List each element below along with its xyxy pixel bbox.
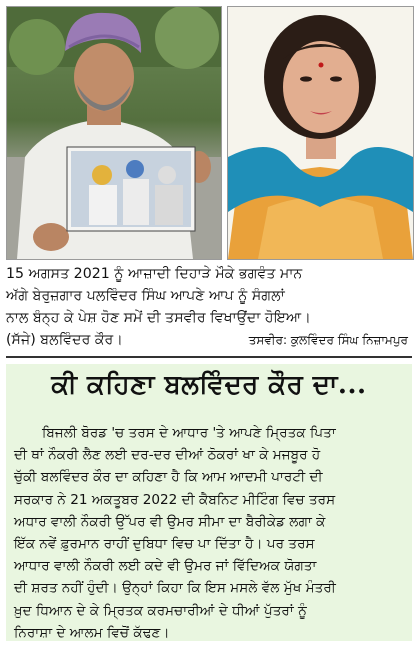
story-line: ਦੀ ਸ਼ਰਤ ਨਹੀਂ ਹੁੰਦੀ। ਉਨ੍ਹਾਂ ਕਿਹਾ ਕਿ ਇਸ ਮਸਲੇ ਵੱਲ ਮੁੱਖ ਮੰਤਰੀ	[14, 580, 336, 597]
photo-credit: ਤਸਵੀਰ: ਕੁਲਵਿੰਦਰ ਸਿੰਘ ਨਿਜ਼ਾਮਪੁਰ	[248, 333, 408, 347]
caption-subject-label: (ਸੱਜੇ) ਬਲਵਿੰਦਰ ਕੌਰ।	[6, 332, 123, 348]
story-line: ਆਧਾਰ ਵਾਲੀ ਨੌਕਰੀ ਲਈ ਕਦੇ ਵੀ ਉਮਰ ਜਾਂ ਵਿੱਦਿਅਕ ਯੋਗਤਾ	[14, 558, 317, 575]
caption-line: 15 ਅਗਸਤ 2021 ਨੂੰ ਆਜ਼ਾਦੀ ਦਿਹਾੜੇ ਮੌਕੇ ਭਗਵੰਤ ਮਾਨ	[6, 266, 303, 282]
story-line: ਨਿਰਾਸ਼ਾ ਦੇ ਆਲਮ ਵਿਚੋਂ ਕੱਢਣ।	[14, 624, 170, 641]
section-divider	[6, 356, 412, 358]
story-line: ਖ਼ੁਦ ਧਿਆਨ ਦੇ ਕੇ ਮ੍ਰਿਤਕ ਕਰਮਚਾਰੀਆਂ ਦੇ ਧੀਆਂ ਪੁੱਤਰਾਂ ਨੂੰ	[14, 602, 307, 619]
caption-line: ਨਾਲ ਬੰਨ੍ਹ ਕੇ ਪੇਸ਼ ਹੋਣ ਸਮੇਂ ਦੀ ਤਸਵੀਰ ਵਿਖਾਉਂਦਾ ਹੋਇਆ।	[6, 310, 311, 326]
story-line: ਚੁੱਕੀ ਬਲਵਿੰਦਰ ਕੌਰ ਦਾ ਕਹਿਣਾ ਹੈ ਕਿ ਆਮ ਆਦਮੀ ਪਾਰਟੀ ਦੀ	[14, 469, 323, 486]
story-line: ਸਰਕਾਰ ਨੇ 21 ਅਕਤੂਬਰ 2022 ਦੀ ਕੈਬਨਿਟ ਮੀਟਿੰਗ ਵਿਚ ਤਰਸ	[14, 491, 336, 508]
man-holding-photo-image	[6, 6, 222, 260]
story-line: ਦੀ ਥਾਂ ਨੌਕਰੀ ਲੈਣ ਲਈ ਦਰ-ਦਰ ਦੀਆਂ ਠੋਕਰਾਂ ਖਾ ਕੇ ਮਜਬੂਰ ਹੋ	[14, 447, 321, 464]
story-line: ਅਧਾਰ ਵਾਲੀ ਨੌਕਰੀ ਉੱਪਰ ਵੀ ਉਮਰ ਸੀਮਾ ਦਾ ਬੈਰੀਕੇਡ ਲਗਾ ਕੇ	[14, 513, 326, 530]
story-headline: ਕੀ ਕਹਿਣਾ ਬਲਵਿੰਦਰ ਕੌਰ ਦਾ...	[51, 370, 367, 400]
story-line: ਬਿਜਲੀ ਬੋਰਡ 'ਚ ਤਰਸ ਦੇ ਆਧਾਰ 'ਤੇ ਆਪਣੇ ਮ੍ਰਿਤਕ ਪਿਤਾ	[42, 425, 336, 441]
woman-portrait-image	[227, 6, 414, 260]
story-box	[6, 364, 412, 641]
photo-caption	[6, 263, 412, 351]
story-line: ਇੱਕ ਨਵੇਂ ਫ਼ੁਰਮਾਨ ਰਾਹੀਂ ਦੁਬਿਧਾ ਵਿਚ ਪਾ ਦਿੱਤਾ ਹੈ। ਪਰ ਤਰਸ	[14, 536, 315, 553]
story-body	[14, 422, 406, 644]
caption-line: ਅੱਗੇ ਬੇਰੁਜ਼ਗਾਰ ਪਲਵਿੰਦਰ ਸਿੰਘ ਆਪਣੇ ਆਪ ਨੂੰ ਸੰਗਲਾਂ	[6, 288, 285, 304]
